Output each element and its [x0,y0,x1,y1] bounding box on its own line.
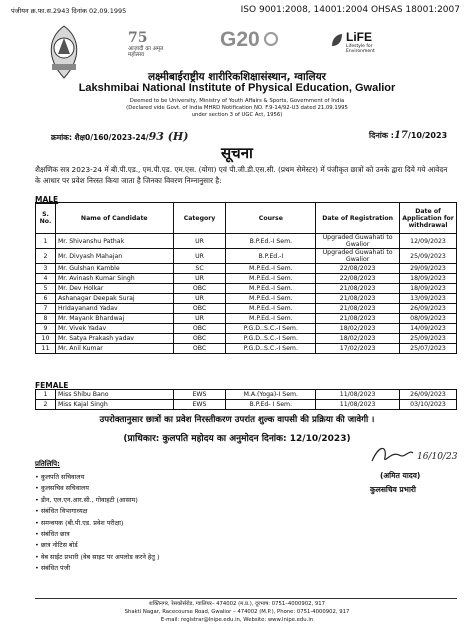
cell-sno: 11 [36,344,56,354]
table-row [36,304,457,314]
list-item: • समन्वयक (बी.पी.एड. प्रवेश परीक्षा) [35,518,159,529]
globe-icon [264,32,278,46]
cell-registration: 21/08/2023 [316,294,400,304]
cell-sno: 2 [36,400,56,410]
table-row [36,334,457,344]
cell-withdrawal: 25/09/2023 [400,249,457,264]
male-section-label: MALE [35,195,59,204]
cell-sno: 7 [36,304,56,314]
table-row [36,294,457,304]
cell-sno: 9 [36,324,56,334]
cell-course: M.P.Ed.-I Sem. [226,294,316,304]
copy-to-title: प्रतिलिपि: [35,460,60,468]
list-item: • डीन, एल.एन.आर.सी., गोवाहटी (आसाम) [35,495,159,506]
footer [0,601,474,624]
cell-sno: 6 [36,294,56,304]
table-row [36,400,457,410]
cell-withdrawal: 08/09/2023 [400,314,457,324]
life-subtitle: Lifestyle for Environment [346,44,375,54]
cell-sno: 8 [36,314,56,324]
cell-withdrawal: 14/09/2023 [400,324,457,334]
signatory-title: कुलसचिव प्रभारी [370,485,416,494]
cell-registration: 17/02/2023 [316,344,400,354]
cell-withdrawal: 13/09/2023 [400,294,457,304]
reference-handwritten: 93 (H) [148,130,189,143]
cell-course: M.P.Ed.-I Sem. [226,314,316,324]
cell-registration: Upgraded Guwahati to Gwalior [316,234,400,249]
cell-registration: 11/08/2023 [316,400,400,410]
cell-category: OBC [173,284,226,294]
notice-heading: सूचना [221,144,253,162]
list-item: • संबंधित छात्र [35,529,159,540]
table-header-row [36,203,457,234]
cell-course: M.P.Ed.-I Sem. [226,264,316,274]
table-row [36,234,457,249]
cell-sno: 1 [36,234,56,249]
refund-note: उपरोक्तानुसार छात्रों का प्रवेश निरस्तीकरण उपरांत शुल्क वापसी की प्रक्रिया की जावेगी । [99,415,375,425]
cell-sno: 5 [36,284,56,294]
list-item: • संबंधित विभागाध्यक्ष [35,506,159,517]
cell-withdrawal: 18/09/2023 [400,274,457,284]
authority-note: (प्राधिकार: कुलपति महोदय का अनुमोदन दिनांक: 12/10/2023) [123,434,351,444]
cell-registration: 11/08/2023 [316,390,400,400]
cell-registration: 22/08/2023 [316,264,400,274]
table-row [36,314,457,324]
life-title: LiFE [346,30,372,44]
cell-course: B.P.Ed.-I Sem. [226,234,316,249]
table-row [36,344,457,354]
registration-number: पंजीयन क्र.फा.स.2943 दिनांक 02.09.1995 [11,7,127,15]
cell-category: SC [173,264,226,274]
table-row [36,264,457,274]
cell-withdrawal: 03/10/2023 [400,400,457,410]
cell-course: M.P.Ed.-I Sem. [226,284,316,294]
cell-name: Mr. Dev Holkar [55,284,173,294]
table-row [36,274,457,284]
cell-category: OBC [173,304,226,314]
cell-name: Mr. Divyash Mahajan [55,249,173,264]
azadi-logo [128,30,188,70]
cell-registration: 21/08/2023 [316,284,400,294]
cell-registration: 21/08/2023 [316,304,400,314]
date-label: दिनांक : [369,131,394,140]
cell-course: B.P.Ed- I Sem. [226,400,316,410]
cell-course: M.P.Ed.-I Sem. [226,274,316,284]
azadi-text: आज़ादी का अमृत महोत्सव [128,46,164,58]
signature-icon [369,443,459,467]
cell-withdrawal: 29/09/2023 [400,264,457,274]
col-sno: S. No. [36,203,56,234]
table-row [36,284,457,294]
cell-name: Mr. Mayank Bhardwaj [55,314,173,324]
cell-sno: 4 [36,274,56,284]
list-item: • वेब साईट प्रभारी (वेब साइट पर अपलोड करने हेतु ) [35,552,159,563]
list-item: • कुलपति सचिवालय [35,472,159,483]
cell-category: UR [173,274,226,284]
cell-name: Mr. Gulshan Kamble [55,264,173,274]
deemed-university-note [0,98,474,120]
cell-sno: 3 [36,264,56,274]
cell-course: P.G.D..S.C.-I Sem. [226,324,316,334]
g20-text: G20 [220,28,260,51]
col-registration: Date of Registration [316,203,400,234]
cell-category: OBC [173,324,226,334]
deemed-line: (Declared vide Govt. of India MHRD Notification NO. F.9-14/92-U3 dated 21.09.1995 [126,105,348,112]
list-item: • संबंधित पंजी [35,563,159,574]
cell-withdrawal: 26/09/2023 [400,304,457,314]
cell-course: P.G.D..S.C.-I Sem. [226,334,316,344]
cell-withdrawal: 25/09/2023 [400,334,457,344]
cell-category: UR [173,249,226,264]
date-handwritten: 17 [393,130,408,141]
cell-name: Hridayanand Yadav [55,304,173,314]
cell-name: Mr. Satya Prakash yadav [55,334,173,344]
cell-category: UR [173,314,226,324]
cell-category: EWS [173,390,226,400]
cell-category: OBC [173,344,226,354]
col-name: Name of Candidate [55,203,173,234]
cell-name: Mr. Shivanshu Pathak [55,234,173,249]
deemed-line: under section 3 of UGC Act, 1956) [191,112,283,119]
signatory-name: (अमित यादव) [380,471,421,480]
cell-registration: Upgraded Guwahati to Gwalior [316,249,400,264]
institute-name-english: Lakshmibai National Institute of Physical Education, Gwalior [78,82,396,94]
footer-line: शक्तिनगर, रेसकोर्सरोड, ग्वालियर– 474002 (म.प्र.), दूरभाष: 0751–4000902, 917 [149,601,325,607]
col-withdrawal: Date of Application for withdrawal [400,203,457,234]
footer-line: E-mail: registrar@lnipe.edu.in, Website: www.lnipe.edu.in [160,616,314,623]
reference-number [51,130,189,143]
cell-name: Miss Kajal Singh [55,400,173,410]
copy-list [35,472,159,575]
female-table [35,389,457,410]
cell-course: P.G.D..S.C.-I Sem. [226,344,316,354]
cell-withdrawal: 18/09/2023 [400,284,457,294]
cell-withdrawal: 25/07/2023 [400,344,457,354]
cell-name: Mr. Anil Kumar [55,344,173,354]
deemed-line: Deemed to be University, Ministry of Youth Affairs & Sports, Government of India [129,98,345,104]
cell-registration: 22/08/2023 [316,274,400,284]
female-section-label: FEMALE [35,381,69,390]
life-logo [330,30,400,70]
list-item: • कुलसचिव सचिवालय [35,483,159,494]
reference-label: क्रमांक: शैक्ष0/160/2023-24/ [51,133,149,142]
cell-sno: 1 [36,390,56,400]
g20-logo [220,28,280,72]
cell-name: Mr. Vivek Yadav [55,324,173,334]
notice-date [369,130,447,141]
cell-category: UR [173,234,226,249]
cell-category: OBC [173,334,226,344]
male-table [35,202,457,354]
footer-divider [35,598,457,599]
table-row [36,324,457,334]
notice-paragraph: शैक्षणिक सत्र 2023-24 में बी.पी.एड., एम.पी.एड. एम.एस. (योगा) एवं पी.जी.डी.एस.सी. (प्रथम सेमेस्टर) में पंजीकृत छात्रों को उनके द्वारा दिये गये आवेदन के आधार पर प्रवेश निरस्त किया जाता है जिनका विवरण निम्नानुसार है: [35,165,448,185]
table-row [36,249,457,264]
cell-course: M.P.Ed.-I Sem. [226,304,316,314]
institute-name-hindi: लक्ष्मीबाईराष्ट्रीय शारीरिकशिक्षासंस्थान, ग्वालियर [148,71,326,83]
cell-name: Miss Shibu Bano [55,390,173,400]
cell-course: M.A.(Yoga)-I Sem. [226,390,316,400]
cell-category: UR [173,294,226,304]
date-rest: /10/2023 [407,131,448,140]
signature-date: 16/10/23 [417,452,458,462]
cell-name: Mr. Avinash Kumar Singh [55,274,173,284]
table-row [36,390,457,400]
azadi-75-mark: 75 [128,30,148,46]
leaf-icon [330,32,344,48]
cell-sno: 2 [36,249,56,264]
cell-sno: 10 [36,334,56,344]
cell-category: EWS [173,400,226,410]
list-item: • छात्र नोटिस बोर्ड [35,540,159,551]
cell-name: Ashanagar Deepak Suraj [55,294,173,304]
cell-registration: 21/08/2023 [316,314,400,324]
col-course: Course [226,203,316,234]
iso-certification: ISO 9001:2008, 14001:2004 OHSAS 18001:2007 [240,5,460,15]
col-category: Category [173,203,226,234]
cell-withdrawal: 12/09/2023 [400,234,457,249]
cell-course: B.P.Ed.-I [226,249,316,264]
footer-line: Shakti Nagar, Racecourse Road, Gwalior – 474002 (M.P.), Phone: 0751-4000902, 917 [124,608,350,615]
cell-withdrawal: 26/09/2023 [400,390,457,400]
cell-registration: 18/02/2023 [316,334,400,344]
cell-registration: 18/02/2023 [316,324,400,334]
